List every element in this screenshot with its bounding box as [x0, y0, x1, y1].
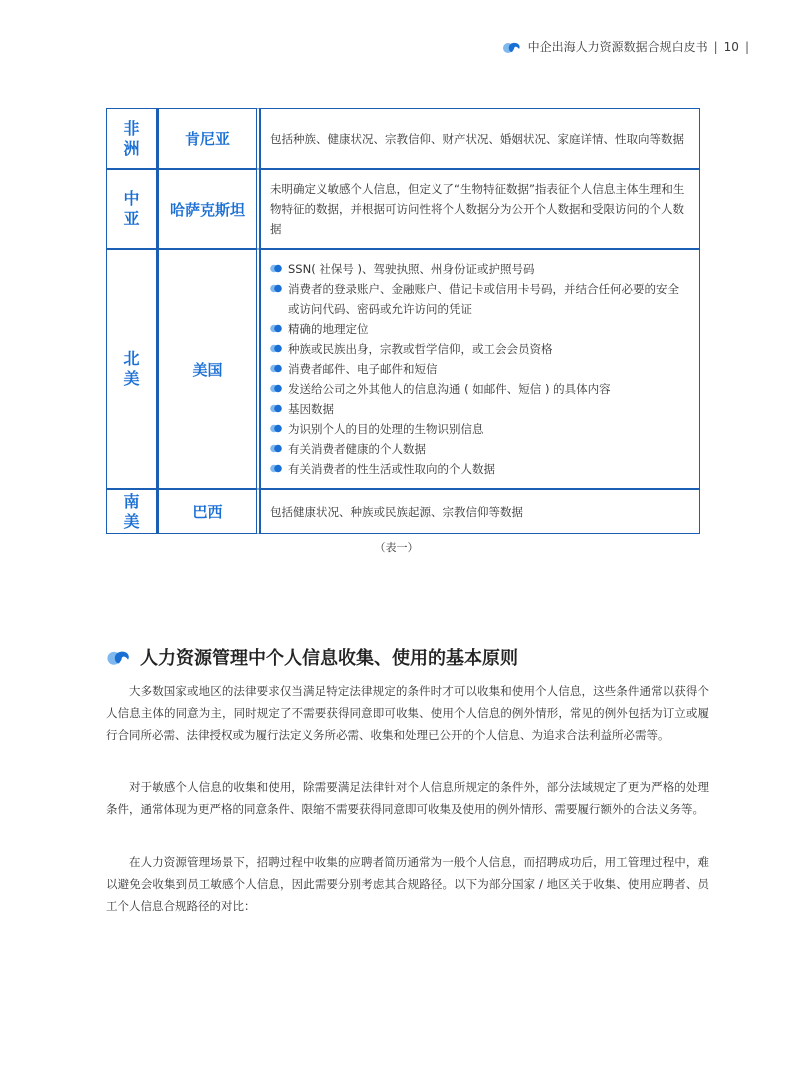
bullet-icon	[270, 444, 282, 453]
list-item	[270, 359, 689, 379]
bullet-icon	[270, 384, 282, 393]
body-paragraph: 对于敏感个人信息的收集和使用，除需要满足法律针对个人信息所规定的条件外，部分法域规定了更为严格的处理条件，通常体现为更严格的同意条件、限缩不需要获得同意即可收集及使用的例外情形、需要履行额外的合法义务等。	[106, 780, 709, 816]
country-cell: 哈萨克斯坦	[158, 169, 260, 249]
list-item	[270, 379, 689, 399]
table-caption: （表一）	[374, 541, 419, 554]
list-item	[270, 259, 689, 279]
logo-icon	[502, 40, 522, 54]
table-row	[106, 108, 700, 169]
bullet-icon	[270, 424, 282, 433]
page-header: 中企出海人力资源数据合规白皮书 | 10 |	[502, 38, 749, 55]
table-row	[106, 489, 700, 534]
description-cell: 未明确定义敏感个人信息，但定义了“生物特征数据”指表征个人信息主体生理和生物特征的数据，并根据可访问性将个人数据分为公开个人数据和受限访问的个人数据	[260, 169, 700, 249]
description-cell: 包括种族、健康状况、宗教信仰、财产状况、婚姻状况、家庭详情、性取向等数据	[260, 108, 700, 169]
body-paragraph: 大多数国家或地区的法律要求仅当满足特定法律规定的条件时才可以收集和使用个人信息，这些条件通常以获得个人信息主体的同意为主，同时规定了不需要获得同意即可收集、使用个人信息的例外情形，常见的例外包括为订立或履行合同所必需、法律授权或为履行法定义务所必需、收集和处理已公开的个人信息、为追求合法利益所必需等。	[106, 684, 709, 742]
list-item-text: 基因数据	[288, 402, 334, 416]
bullet-icon	[270, 264, 282, 273]
region-cell	[106, 108, 158, 169]
country-cell: 肯尼亚	[158, 108, 260, 169]
section-heading	[106, 644, 518, 670]
header-title: 中企出海人力资源数据合规白皮书	[527, 40, 708, 54]
list-item-text: 为识别个人的目的处理的生物识别信息	[288, 422, 484, 436]
bullet-icon	[270, 404, 282, 413]
region-cell	[106, 249, 158, 489]
list-item	[270, 399, 689, 419]
bullet-icon	[270, 464, 282, 473]
list-item-text: 消费者的登录账户、金融账户、借记卡或信用卡号码，并结合任何必要的安全或访问代码、密码或允许访问的凭证	[288, 282, 679, 316]
page-number: 10	[723, 39, 739, 54]
list-item-text: 发送给公司之外其他人的信息沟通 ( 如邮件、短信 ) 的具体内容	[288, 382, 611, 396]
list-item-text: 有关消费者健康的个人数据	[288, 442, 426, 456]
logo-icon	[106, 648, 132, 666]
region-cell	[106, 489, 158, 534]
bullet-icon	[270, 284, 282, 293]
list-item-text: 种族或民族出身，宗教或哲学信仰，或工会会员资格	[288, 342, 553, 356]
description-cell: 包括健康状况、种族或民族起源、宗教信仰等数据	[260, 489, 700, 534]
table-row	[106, 249, 700, 489]
bullet-icon	[270, 364, 282, 373]
sensitive-data-table	[106, 108, 700, 534]
description-cell	[260, 249, 700, 489]
list-item	[270, 439, 689, 459]
table-row	[106, 169, 700, 249]
list-item-text: SSN( 社保号 )、驾驶执照、州身份证或护照号码	[288, 262, 535, 276]
bullet-icon	[270, 344, 282, 353]
country-cell: 巴西	[158, 489, 260, 534]
region-cell	[106, 169, 158, 249]
region-label: 非洲	[123, 118, 140, 158]
country-cell: 美国	[158, 249, 260, 489]
list-item-text: 精确的地理定位	[288, 322, 369, 336]
list-item	[270, 419, 689, 439]
section-title: 人力资源管理中个人信息收集、使用的基本原则	[140, 648, 518, 669]
list-item	[270, 279, 689, 319]
body-paragraph: 在人力资源管理场景下，招聘过程中收集的应聘者简历通常为一般个人信息，而招聘成功后，用工管理过程中，难以避免会收集到员工敏感个人信息，因此需要分别考虑其合规路径。以下为部分国家 / 地区关于收集、使用应聘者、员工个人信息合规路径的对比：	[106, 855, 709, 913]
region-label: 南美	[123, 491, 140, 531]
list-item-text: 有关消费者的性生活或性取向的个人数据	[288, 462, 495, 476]
list-item-text: 消费者邮件、电子邮件和短信	[288, 362, 438, 376]
us-item-list	[270, 259, 689, 479]
list-item	[270, 339, 689, 359]
region-label: 中亚	[123, 189, 140, 228]
list-item	[270, 459, 689, 479]
bullet-icon	[270, 324, 282, 333]
region-label: 北美	[123, 349, 140, 388]
list-item	[270, 319, 689, 339]
